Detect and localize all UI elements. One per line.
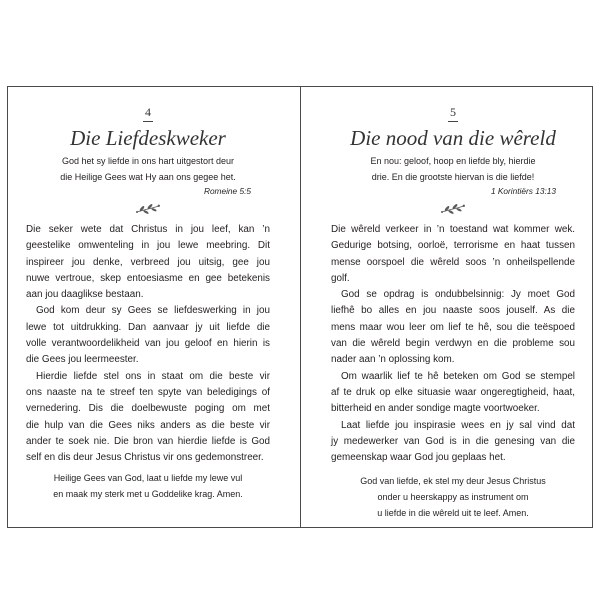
page-number [331, 105, 575, 122]
body-line: liefhê bo alles en jou naaste soos jouself. As die [331, 305, 575, 317]
body-line: mense oorspoel die wêreld soos ’n onheilspellende [331, 256, 575, 268]
page-number-text: 5 [448, 105, 458, 122]
paragraph [26, 303, 270, 368]
body-line: aan jou daaglikse bestaan. [26, 289, 144, 301]
body-line: mens maar wou leer om lief te hê, sou die teëspoed [331, 321, 575, 333]
prayer-line: Heilige Gees van God, laat u liefde my lewe vul [53, 473, 243, 483]
right-page [331, 0, 575, 600]
body-text [26, 222, 270, 466]
body-line: Om waarlik lief te hê beteken om God se stempel [341, 370, 575, 382]
paragraph [26, 369, 270, 467]
body-line: bitterheid en ander sondige magte voortwoeker. [331, 403, 540, 415]
body-line: van die wêreld begin verdwyn en die probleme sou [331, 338, 575, 350]
prayer [331, 473, 575, 521]
paragraph [331, 418, 575, 467]
body-line: ons naaste na te streef ten spyte van beledigings of [26, 386, 270, 398]
body-line: God se opdrag is ondubbelsinnig: Jy moet God [341, 289, 575, 301]
scripture-verse [353, 153, 553, 185]
body-line: self en dis deur Jesus Christus vir ons gedemonstreer. [26, 452, 264, 464]
paragraph [26, 222, 270, 303]
body-line: golf. [331, 272, 350, 284]
verse-reference: Romeine 5:5 [203, 186, 251, 196]
verse-line: die Heilige Gees wat Hy aan ons gegee het. [60, 172, 236, 182]
body-text [331, 222, 575, 466]
body-line: af te druk op elke situasie waar ongeregtigheid, haat, [331, 386, 575, 398]
paragraph [331, 287, 575, 368]
body-line: Die seker wete dat Christus in jou leef, kan ’n [26, 224, 270, 235]
page-gutter-line [300, 86, 301, 528]
body-line: volle verantwoordelikheid van jou geloof en hierin is [26, 338, 270, 350]
prayer [26, 470, 270, 502]
body-line: Gedurige botsing, oorloë, terrorisme en haat tussen [331, 240, 575, 252]
prayer-line: God van liefde, ek stel my deur Jesus Christus [360, 476, 546, 486]
body-line: geestelike omwenteling in jou lewe meebring. Dit [26, 240, 270, 252]
body-line: vernedering. Dis die doelbewuste poging om met [26, 403, 270, 415]
body-line: ander te soek nie. Die bron van hierdie liefde is God [26, 435, 270, 447]
body-line: nuwe vertroue, skep entoesiasme en gee betekenis [26, 272, 270, 284]
page-number [26, 105, 270, 122]
page-title: Die nood van die wêreld [350, 126, 556, 150]
paragraph [331, 222, 575, 287]
body-line: lewe tot uitdrukking. Dan aanvaar jy uit liefde die [26, 321, 270, 333]
paragraph [331, 369, 575, 418]
page-number-text: 4 [143, 105, 153, 122]
leaf-sprig-icon [440, 201, 466, 215]
body-line: God kom deur sy Gees se liefdeswerking in jou [36, 305, 270, 317]
verse-line: drie. En die grootste hiervan is die liefde! [371, 172, 535, 182]
body-line: jy medewerker van God is in die genesing van die [331, 435, 575, 447]
page-title: Die Liefdeskweker [70, 126, 226, 150]
prayer-line: en maak my sterk met u Goddelike krag. Amen. [53, 489, 243, 499]
body-line: Laat liefde jou inspirasie wees en jy sal vind dat [341, 419, 575, 431]
body-line: die Gees jou leermeester. [26, 354, 139, 366]
verse-line: God het sy liefde in ons hart uitgestort deur [61, 156, 235, 166]
leaf-sprig-icon [135, 201, 161, 215]
left-page [26, 0, 270, 600]
verse-reference: 1 Korintiërs 13:13 [490, 186, 556, 196]
body-line: die hulp van die Gees niks anders as die beste vir [26, 419, 270, 431]
body-line: nader aan ’n oplossing kom. [331, 354, 455, 366]
body-line: gemeenskap waar God jou geplaas het. [331, 452, 506, 464]
prayer-line: onder u heerskappy as instrument om [377, 492, 529, 502]
scripture-verse [48, 153, 248, 185]
body-line: Hierdie liefde stel ons in staat om die beste vir [36, 370, 270, 382]
body-line: Die wêreld verkeer in ’n toestand wat kommer wek. [331, 224, 575, 235]
body-line: inspireer jou denke, verbreed jou uitsig, gee jou [26, 256, 270, 268]
verse-line: En nou: geloof, hoop en liefde bly, hierdie [370, 156, 536, 166]
prayer-line: u liefde in die wêreld uit te leef. Amen. [377, 508, 529, 518]
